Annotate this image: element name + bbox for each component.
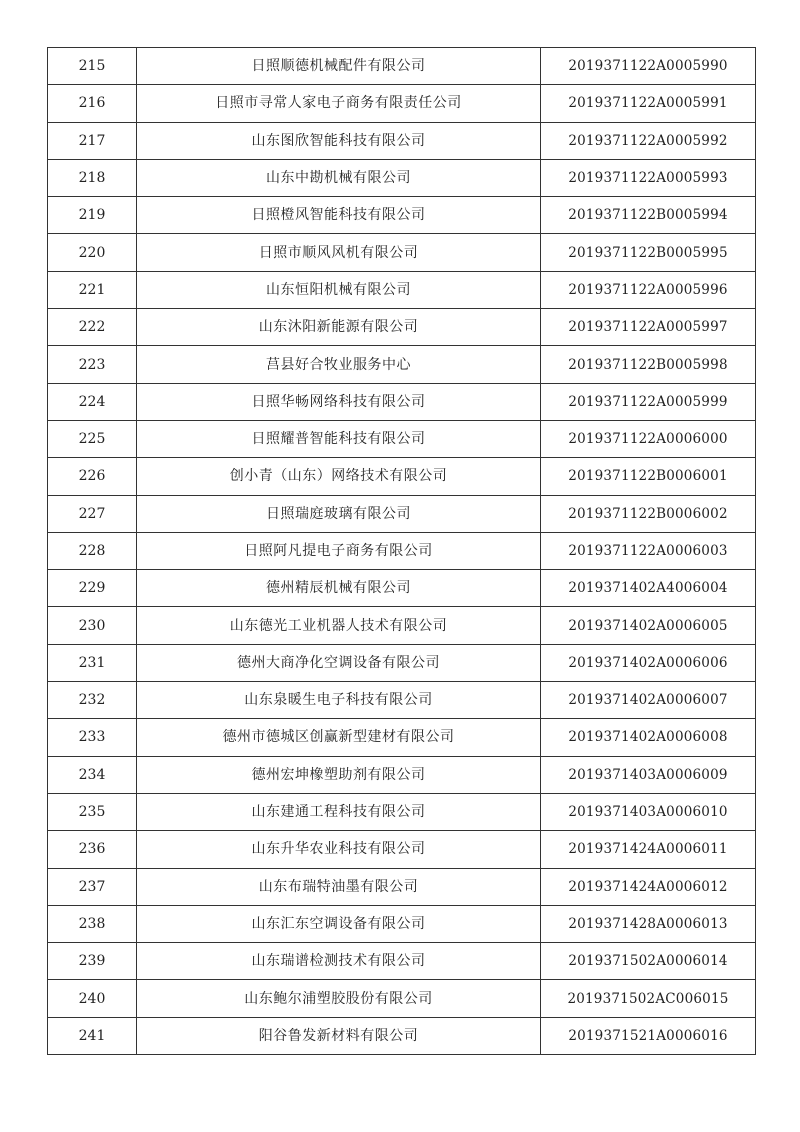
company-name-cell: 德州宏坤橡塑助剂有限公司 xyxy=(137,756,541,793)
company-name-cell: 山东建通工程科技有限公司 xyxy=(137,793,541,830)
registration-code-cell: 2019371402A0006007 xyxy=(541,682,756,719)
row-number-cell: 233 xyxy=(48,719,137,756)
company-name-cell: 山东中勘机械有限公司 xyxy=(137,159,541,196)
registration-code-cell: 2019371122B0005998 xyxy=(541,346,756,383)
company-name-cell: 日照市寻常人家电子商务有限责任公司 xyxy=(137,85,541,122)
registration-code-cell: 2019371122B0005994 xyxy=(541,197,756,234)
registration-code-cell: 2019371402A0006006 xyxy=(541,644,756,681)
table-row xyxy=(48,831,756,868)
row-number-cell: 217 xyxy=(48,122,137,159)
registration-code-cell: 2019371521A0006016 xyxy=(541,1017,756,1054)
table-row xyxy=(48,980,756,1017)
company-name-cell: 德州大商净化空调设备有限公司 xyxy=(137,644,541,681)
registration-code-cell: 2019371403A0006009 xyxy=(541,756,756,793)
registration-code-cell: 2019371122A0005999 xyxy=(541,383,756,420)
company-name-cell: 山东汇东空调设备有限公司 xyxy=(137,905,541,942)
registration-code-cell: 2019371502A0006014 xyxy=(541,943,756,980)
row-number-cell: 224 xyxy=(48,383,137,420)
row-number-cell: 220 xyxy=(48,234,137,271)
registration-code-cell: 2019371424A0006011 xyxy=(541,831,756,868)
company-name-cell: 莒县好合牧业服务中心 xyxy=(137,346,541,383)
row-number-cell: 239 xyxy=(48,943,137,980)
company-name-cell: 日照市顺风风机有限公司 xyxy=(137,234,541,271)
row-number-cell: 241 xyxy=(48,1017,137,1054)
registration-code-cell: 2019371122A0005996 xyxy=(541,271,756,308)
row-number-cell: 231 xyxy=(48,644,137,681)
registration-code-cell: 2019371122A0005997 xyxy=(541,309,756,346)
table-row xyxy=(48,48,756,85)
row-number-cell: 234 xyxy=(48,756,137,793)
table-row xyxy=(48,420,756,457)
row-number-cell: 240 xyxy=(48,980,137,1017)
registration-code-cell: 2019371122A0006003 xyxy=(541,532,756,569)
table-row xyxy=(48,607,756,644)
table-row xyxy=(48,943,756,980)
row-number-cell: 216 xyxy=(48,85,137,122)
row-number-cell: 215 xyxy=(48,48,137,85)
row-number-cell: 219 xyxy=(48,197,137,234)
row-number-cell: 225 xyxy=(48,420,137,457)
row-number-cell: 226 xyxy=(48,458,137,495)
registration-code-cell: 2019371122A0005990 xyxy=(541,48,756,85)
table-row xyxy=(48,458,756,495)
table-row xyxy=(48,383,756,420)
table-row xyxy=(48,644,756,681)
row-number-cell: 218 xyxy=(48,159,137,196)
table-row xyxy=(48,905,756,942)
company-name-cell: 山东恒阳机械有限公司 xyxy=(137,271,541,308)
registration-code-cell: 2019371122B0006002 xyxy=(541,495,756,532)
company-name-cell: 日照瑞庭玻璃有限公司 xyxy=(137,495,541,532)
company-name-cell: 创小青（山东）网络技术有限公司 xyxy=(137,458,541,495)
registration-code-cell: 2019371122A0005991 xyxy=(541,85,756,122)
row-number-cell: 235 xyxy=(48,793,137,830)
company-name-cell: 山东瑞谱检测技术有限公司 xyxy=(137,943,541,980)
table-row xyxy=(48,868,756,905)
row-number-cell: 227 xyxy=(48,495,137,532)
table-row xyxy=(48,85,756,122)
table-row xyxy=(48,495,756,532)
row-number-cell: 221 xyxy=(48,271,137,308)
registration-code-cell: 2019371122A0006000 xyxy=(541,420,756,457)
table-row xyxy=(48,756,756,793)
registration-code-cell: 2019371122A0005993 xyxy=(541,159,756,196)
document-table-container xyxy=(47,47,755,1055)
registration-code-cell: 2019371424A0006012 xyxy=(541,868,756,905)
registration-code-cell: 2019371122B0005995 xyxy=(541,234,756,271)
registration-code-cell: 2019371428A0006013 xyxy=(541,905,756,942)
company-name-cell: 山东升华农业科技有限公司 xyxy=(137,831,541,868)
table-row xyxy=(48,159,756,196)
company-name-cell: 山东沐阳新能源有限公司 xyxy=(137,309,541,346)
company-name-cell: 日照耀普智能科技有限公司 xyxy=(137,420,541,457)
table-row xyxy=(48,570,756,607)
table-row xyxy=(48,532,756,569)
registration-code-cell: 2019371122A0005992 xyxy=(541,122,756,159)
table-row xyxy=(48,793,756,830)
table-row xyxy=(48,234,756,271)
company-name-cell: 德州市德城区创赢新型建材有限公司 xyxy=(137,719,541,756)
row-number-cell: 236 xyxy=(48,831,137,868)
registration-code-cell: 2019371402A0006005 xyxy=(541,607,756,644)
company-name-cell: 山东泉暖生电子科技有限公司 xyxy=(137,682,541,719)
company-name-cell: 山东德光工业机器人技术有限公司 xyxy=(137,607,541,644)
table-row xyxy=(48,309,756,346)
table-row xyxy=(48,197,756,234)
registration-code-cell: 2019371402A4006004 xyxy=(541,570,756,607)
registration-code-cell: 2019371402A0006008 xyxy=(541,719,756,756)
company-name-cell: 山东鲍尔浦塑胶股份有限公司 xyxy=(137,980,541,1017)
row-number-cell: 228 xyxy=(48,532,137,569)
row-number-cell: 238 xyxy=(48,905,137,942)
company-name-cell: 日照橙风智能科技有限公司 xyxy=(137,197,541,234)
row-number-cell: 222 xyxy=(48,309,137,346)
table-row xyxy=(48,346,756,383)
company-name-cell: 阳谷鲁发新材料有限公司 xyxy=(137,1017,541,1054)
table-body xyxy=(48,48,756,1055)
company-registry-table xyxy=(47,47,756,1055)
row-number-cell: 230 xyxy=(48,607,137,644)
table-row xyxy=(48,682,756,719)
registration-code-cell: 2019371403A0006010 xyxy=(541,793,756,830)
row-number-cell: 223 xyxy=(48,346,137,383)
table-row xyxy=(48,719,756,756)
company-name-cell: 日照华畅网络科技有限公司 xyxy=(137,383,541,420)
company-name-cell: 日照顺德机械配件有限公司 xyxy=(137,48,541,85)
row-number-cell: 237 xyxy=(48,868,137,905)
table-row xyxy=(48,271,756,308)
row-number-cell: 232 xyxy=(48,682,137,719)
registration-code-cell: 2019371122B0006001 xyxy=(541,458,756,495)
company-name-cell: 日照阿凡提电子商务有限公司 xyxy=(137,532,541,569)
company-name-cell: 山东图欣智能科技有限公司 xyxy=(137,122,541,159)
registration-code-cell: 2019371502AC006015 xyxy=(541,980,756,1017)
company-name-cell: 山东布瑞特油墨有限公司 xyxy=(137,868,541,905)
table-row xyxy=(48,1017,756,1054)
company-name-cell: 德州精辰机械有限公司 xyxy=(137,570,541,607)
table-row xyxy=(48,122,756,159)
row-number-cell: 229 xyxy=(48,570,137,607)
